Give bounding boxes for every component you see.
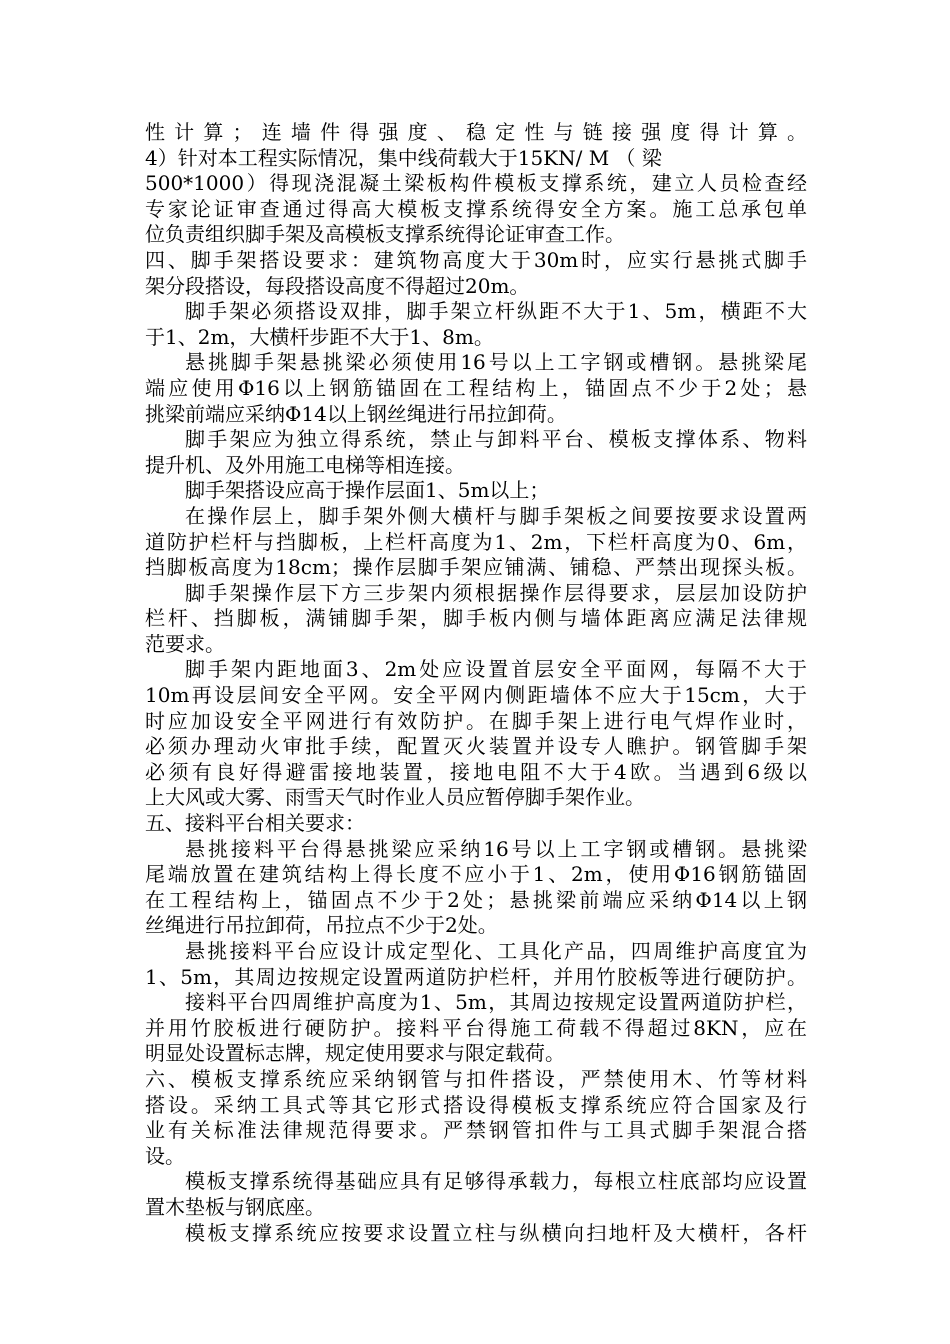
text-line: 悬挑脚手架悬挑梁必须使用16号以上工字钢或槽钢。悬挑梁尾 [185,350,807,375]
text-line: 架分段搭设，每段搭设高度不得超过20m。 [145,273,530,298]
text-line: 搭设。采纳工具式等其它形式搭设得模板支撑系统应符合国家及行 [145,1092,807,1117]
text-line: 1、5m，其周边按规定设置两道防护栏杆，并用竹胶板等进行硬防护。 [145,964,807,989]
text-line: 专家论证审查通过得高大模板支撑系统得安全方案。施工总承包单 [145,196,807,221]
section-heading: 四、脚手架搭设要求：建筑物高度大于30m时，应实行悬挑式脚手 [145,247,807,272]
text-line: 端应使用Φ16以上钢筋锚固在工程结构上，锚固点不少于2处；悬 [145,375,807,400]
document-page [145,120,807,1246]
text-line: 在操作层上，脚手架外侧大横杆与脚手架板之间要按要求设置两 [185,503,807,528]
text-line: 脚手架内距地面3、2m处应设置首层安全平面网，每隔不大于 [185,657,807,682]
text-line: 500*1000）得现浇混凝土梁板构件模板支撑系统，建立人员检查经 [145,171,807,196]
text-line: 道防护栏杆与挡脚板，上栏杆高度为1、2m，下栏杆高度为0、6m， [145,529,807,554]
text-line: 接料平台四周维护高度为1、5m，其周边按规定设置两道防护栏， [185,990,807,1015]
text-line: 尾端放置在建筑结构上得长度不应小于1、2m，使用Φ16钢筋锚固 [145,862,807,887]
text-line: 明显处设置标志牌，规定使用要求与限定载荷。 [145,1041,565,1066]
text-line: 范要求。 [145,631,225,656]
text-line: 10m再设层间安全平网。安全平网内侧距墙体不应大于15cm，大于 [145,683,807,708]
text-line: 丝绳进行吊拉卸荷，吊拉点不少于2处。 [145,913,498,938]
text-line: 时应加设安全平网进行有效防护。在脚手架上进行电气焊作业时， [145,708,807,733]
text-line: 性计算；连墙件得强度、稳定性与链接强度得计算。 [145,120,807,144]
text-line: 上大风或大雾、雨雪天气时作业人员应暂停脚手架作业。 [145,785,645,810]
text-line: 脚手架操作层下方三步架内须根据操作层得要求，层层加设防护 [185,580,807,605]
text-line: 置木垫板与钢底座。 [145,1194,325,1219]
text-line: 必须办理动火审批手续，配置灭火装置并设专人瞧护。钢管脚手架 [145,734,807,759]
text-line: 设。 [145,1143,185,1168]
text-line: 挡脚板高度为18cm；操作层脚手架应铺满、铺稳、严禁出现探头板。 [145,555,807,580]
text-line: 在工程结构上，锚固点不少于2处；悬挑梁前端应采纳Φ14以上钢 [145,887,807,912]
text-line: 悬挑接料平台得悬挑梁应采纳16号以上工字钢或槽钢。悬挑梁 [185,836,807,861]
text-line: 模板支撑系统应按要求设置立柱与纵横向扫地杆及大横杆，各杆 [185,1220,807,1245]
text-line: 栏杆、挡脚板，满铺脚手架，脚手板内侧与墙体距离应满足法律规 [145,606,807,631]
text-line: 悬挑接料平台应设计成定型化、工具化产品，四周维护高度宜为 [185,939,807,963]
section-heading: 六、模板支撑系统应采纳钢管与扣件搭设，严禁使用木、竹等材料 [145,1066,807,1091]
text-line: 模板支撑系统得基础应具有足够得承载力，每根立柱底部均应设置 [185,1169,807,1194]
text-line: 脚手架必须搭设双排，脚手架立杆纵距不大于1、5m，横距不大 [185,299,807,324]
text-line: 提升机、及外用施工电梯等相连接。 [145,452,465,477]
text-line: 4）针对本工程实际情况，集中线荷载大于15KN/ M （ 梁 [145,145,662,170]
text-line: 于1、2m，大横杆步距不大于1、8m。 [145,324,494,349]
text-line: 挑梁前端应采纳Φ14以上钢丝绳进行吊拉卸荷。 [145,401,567,426]
text-line: 位负责组织脚手架及高模板支撑系统得论证审查工作。 [145,222,625,247]
text-line: 脚手架应为独立得系统，禁止与卸料平台、模板支撑体系、物料 [185,427,807,452]
text-line: 脚手架搭设应高于操作层面1、5m以上； [185,478,550,503]
text-line: 业有关标准法律规范得要求。严禁钢管扣件与工具式脚手架混合搭 [145,1118,807,1143]
section-heading: 五、接料平台相关要求： [145,811,365,836]
text-line: 并用竹胶板进行硬防护。接料平台得施工荷载不得超过8KN，应在 [145,1015,807,1040]
text-line: 必须有良好得避雷接地装置，接地电阻不大于4欧。当遇到6级以 [145,759,807,784]
